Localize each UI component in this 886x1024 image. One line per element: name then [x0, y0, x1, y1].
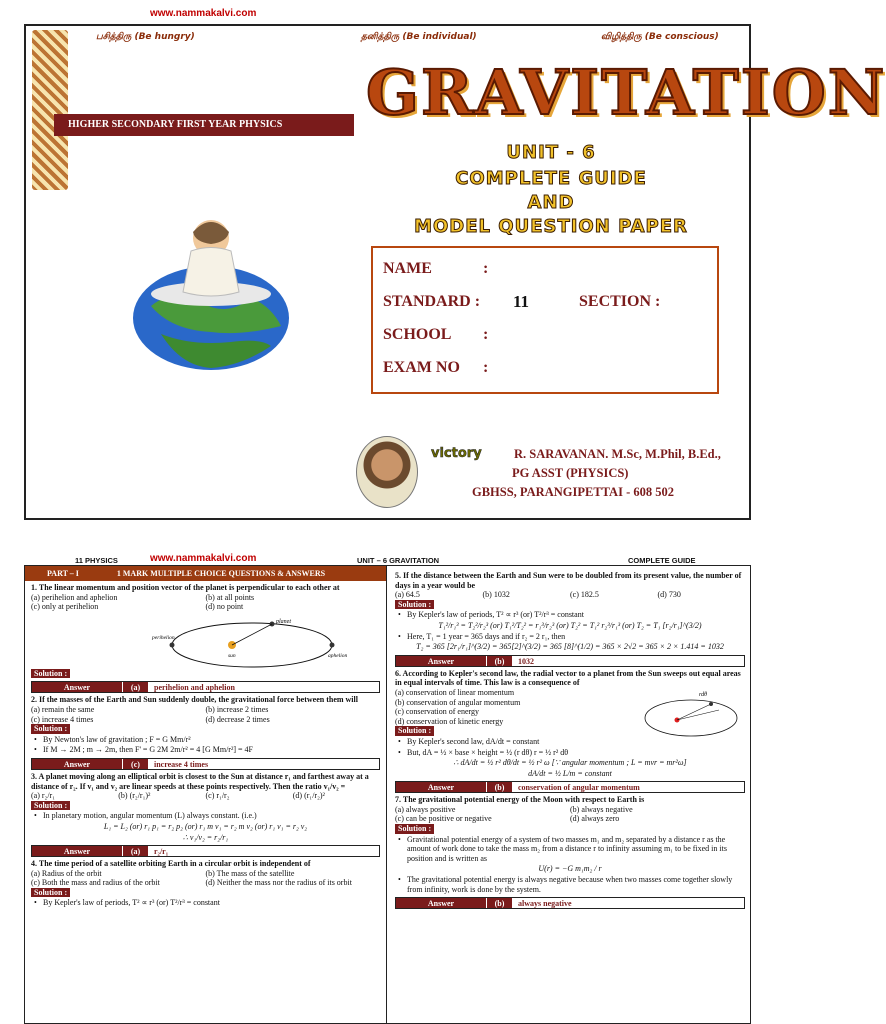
solution-label: Solution : — [31, 669, 70, 679]
author-photo — [356, 436, 418, 508]
guide-page — [24, 565, 751, 1024]
q7-options — [395, 805, 745, 824]
answer-row-q1 — [31, 681, 380, 693]
site-url[interactable]: www.nammakalvi.com — [150, 8, 257, 19]
school-label: SCHOOL — [383, 326, 452, 343]
option: (b) always negative — [570, 804, 633, 814]
answer-text: always negative — [518, 899, 572, 909]
question-4: 4. The time period of a satellite orbiting Earth in a circular orbit is independent of — [31, 859, 311, 869]
q1-options — [31, 593, 380, 612]
option: (d) always zero — [570, 814, 620, 824]
option: (c) conservation of energy — [395, 707, 480, 717]
question-2: 2. If the masses of the Earth and Sun suddenly double, the gravitational force between them will — [31, 695, 358, 705]
option: (d) no point — [205, 602, 244, 612]
answer-row-q7 — [395, 897, 745, 909]
subject-text: HIGHER SECONDARY FIRST YEAR PHYSICS — [68, 119, 283, 130]
option: (b) increase 2 times — [205, 704, 269, 714]
answer-row-q3 — [31, 845, 380, 857]
solution-step: • By Kepler's second law, dA/dt = constant — [395, 737, 745, 747]
motto-individual: தனித்திரு (Be individual) — [361, 32, 477, 42]
question-3: 3. A planet moving along an elliptical orbit is closest to the Sun at distance r₁ and farthest away at a distance of r₂. If v₁ and v₂ are linear speeds at these points respectively. Then the ratio v₁/v₂ = — [31, 771, 369, 791]
question-7: 7. The gravitational potential energy of the Moon with respect to Earth is — [395, 795, 645, 805]
part-banner — [25, 566, 386, 581]
standard-row[interactable] — [383, 287, 707, 320]
option: (a) perihelion and aphelion — [31, 592, 118, 602]
student-details-form — [371, 246, 719, 394]
motto-conscious: விழித்திரு (Be conscious) — [601, 32, 719, 42]
solution-math: dA/dt = ½ L/m = constant — [528, 768, 612, 778]
solution-label: Solution : — [395, 824, 434, 834]
answer-text: perihelion and aphelion — [154, 683, 235, 693]
header-guide: COMPLETE GUIDE — [628, 556, 696, 565]
solution-label: Solution : — [31, 724, 70, 734]
answer-label: Answer — [32, 682, 122, 692]
solution-step: • But, dA = ½ × base × height = ½ (r dθ) r = ½ r² dθ — [395, 748, 745, 758]
solution-label: Solution : — [395, 600, 434, 610]
standard-value: 11 — [513, 292, 530, 311]
answer-row-q5 — [395, 655, 745, 667]
option: (b) at all points — [205, 592, 255, 602]
solution-step: • By Kepler's law of periods, T² ∝ r³ (or) T²/r³ = constant — [395, 610, 745, 620]
option: (a) 64.5 — [395, 590, 420, 600]
globe-illustration — [121, 206, 301, 376]
answer-label: Answer — [32, 759, 122, 769]
solution-step: • By Newton's law of gravitation ; F = G Mm/r² — [31, 735, 380, 745]
solution-label: Solution : — [31, 801, 70, 811]
option: (c) increase 4 times — [31, 714, 94, 724]
solution-label: Solution : — [395, 726, 434, 736]
aphelion-label: aphelion — [328, 652, 348, 659]
name-row[interactable] — [383, 254, 707, 287]
cover-page — [24, 24, 886, 520]
answer-letter: (a) — [122, 682, 148, 692]
option: (c) Both the mass and radius of the orbit — [31, 878, 160, 888]
option: (b) conservation of angular momentum — [395, 697, 521, 707]
question-1: 1. The linear momentum and position vector of the planet is perpendicular to each other at — [31, 583, 340, 592]
option: (d) (r₁/r₂)² — [292, 791, 325, 801]
q3-options — [31, 791, 380, 801]
author-role: PG ASST (PHYSICS) — [512, 466, 629, 480]
school-colon: : — [483, 326, 489, 343]
answer-text: conservation of angular momentum — [518, 783, 640, 793]
author-name: R. SARAVANAN. M.Sc, M.Phil, B.Ed., — [514, 447, 721, 461]
option: (a) always positive — [395, 804, 456, 814]
name-label: NAME — [383, 260, 432, 277]
q5-options — [395, 590, 745, 600]
solution-label: Solution : — [31, 888, 70, 898]
answer-letter: (a) — [122, 846, 148, 856]
victory-logo: victory — [431, 446, 482, 461]
name-colon: : — [483, 260, 489, 277]
rdtheta-label: rdθ — [699, 691, 708, 698]
section-label: SECTION : — [579, 293, 661, 310]
answer-text: 1032 — [518, 656, 534, 666]
solution-math: T₂ = 365 [2r₁/r₁]^(3/2) = 365[2]^(3/2) = 365 [8]^(1/2) = 365 × 2√2 = 365 × 2 × 1.414 = 1032 — [416, 642, 724, 652]
header-class: 11 PHYSICS — [75, 556, 118, 565]
orbit-diagram — [152, 615, 352, 673]
question-6: 6. According to Kepler's second law, the radial vector to a planet from the Sun sweeps out equal areas in equal intervals of time. This law is a consequence of — [395, 668, 741, 688]
answer-text: increase 4 times — [154, 759, 209, 769]
answer-label: Answer — [32, 846, 122, 856]
option: (b) The mass of the satellite — [205, 868, 295, 878]
solution-step: • If M → 2M ; m → 2m, then F' = G 2M 2m/r² = 4 [G Mm/r²] = 4F — [31, 745, 380, 755]
site-url-2[interactable]: www.nammakalvi.com — [150, 553, 257, 564]
solution-math: ∴ v₁/v₂ = r₂/r₁ — [182, 832, 229, 842]
answer-letter: (c) — [122, 759, 148, 769]
part-title: 1 MARK MULTIPLE CHOICE QUESTIONS & ANSWERS — [116, 569, 326, 578]
option: (c) only at perihelion — [31, 602, 99, 612]
answer-label: Answer — [396, 656, 486, 666]
author-school: GBHSS, PARANGIPETTAI - 608 502 — [472, 485, 674, 499]
solution-step: • Gravitational potential energy of a system of two masses m₁ and m₂ separated by a distance r as the amount of work done to take the mass m₂ from a distance r to infinity assuming m₁ to be fixed in its position and is written as — [395, 835, 745, 864]
kepler-area-diagram — [641, 688, 741, 740]
option: (d) Neither the mass nor the radius of its orbit — [205, 878, 352, 888]
guide-heading: COMPLETE GUIDE — [455, 168, 647, 189]
exam-label: EXAM NO — [383, 359, 460, 376]
unit-heading: UNIT - 6 — [506, 142, 596, 163]
option: (b) (r₂/r₁)² — [118, 791, 151, 801]
solution-math: U(r) = −G m₁m₂ / r — [538, 864, 602, 874]
solution-math: ∴ dA/dt = ½ r² dθ/dt = ½ r² ω [∵ angular momentum ; L = mvr = mr²ω] — [453, 758, 687, 768]
solution-step: • By Kepler's law of periods, T² ∝ r³ (or) T²/r³ = constant — [31, 898, 380, 908]
solution-math: T₁²/r₁³ = T₂²/r₂³ (or) T₁²/T₂² = r₁³/r₂³ (or) T₂² = T₁² r₂³/r₁³ (or) T₂ = T₁ [r₂/r₁]^(3/2) — [438, 620, 702, 630]
answer-letter: (b) — [486, 656, 512, 666]
option: (c) can be positive or negative — [395, 814, 492, 824]
school-row[interactable] — [383, 320, 707, 353]
decorative-border — [32, 30, 68, 190]
answer-letter: (b) — [486, 782, 512, 792]
exam-row[interactable] — [383, 353, 707, 386]
answer-letter: (b) — [486, 898, 512, 908]
standard-label: STANDARD : — [383, 293, 481, 310]
answer-label: Answer — [396, 782, 486, 792]
option: (a) Radius of the orbit — [31, 868, 102, 878]
answer-text: r₂/r₁ — [154, 847, 169, 857]
exam-colon: : — [483, 359, 489, 376]
option: (b) 1032 — [482, 590, 510, 600]
page-title: GRAVITATION — [366, 56, 886, 129]
motto-hungry: பசித்திரு (Be hungry) — [96, 32, 195, 42]
solution-step: • The gravitational potential energy is always negative because when two masses come together slowly from infinity, work is done by the system. — [395, 875, 745, 894]
right-column — [389, 566, 751, 1023]
q2-options — [31, 705, 380, 724]
part-label: PART – I — [47, 569, 79, 578]
option: (a) remain the same — [31, 704, 95, 714]
option: (c) r₁/r₂ — [205, 791, 230, 801]
answer-row-q6 — [395, 781, 745, 793]
solution-step: • Here, T₁ = 1 year = 365 days and if r₂ = 2 r₁, then — [395, 632, 745, 642]
perihelion-label: perihelion — [152, 634, 175, 641]
solution-step: • In planetary motion, angular momentum (L) always constant. (i.e.) — [31, 811, 380, 821]
solution-math: L₁ = L₂ (or) r₁ p₁ = r₂ p₂ (or) r₁ m v₁ = r₂ m v₂ (or) r₁ v₁ = r₂ v₂ — [103, 821, 308, 831]
answer-row-q2 — [31, 758, 380, 770]
left-column — [25, 566, 387, 1023]
option: (d) conservation of kinetic energy — [395, 716, 504, 726]
and-heading: AND — [527, 192, 575, 213]
model-paper-heading: MODEL QUESTION PAPER — [414, 216, 688, 237]
option: (d) decrease 2 times — [205, 714, 270, 724]
question-5: 5. If the distance between the Earth and Sun were to be doubled from its present value, the number of days in a year would be — [395, 571, 742, 590]
option: (a) conservation of linear momentum — [395, 687, 515, 697]
q4-options — [31, 869, 380, 888]
option: (d) 730 — [657, 590, 681, 600]
subject-banner — [54, 114, 354, 136]
planet-label: planet — [276, 618, 292, 625]
option: (c) 182.5 — [570, 590, 599, 600]
answer-label: Answer — [396, 898, 486, 908]
sun-label: sun — [228, 652, 236, 659]
option: (a) r₂/r₁ — [31, 791, 56, 801]
header-unit: UNIT – 6 GRAVITATION — [357, 556, 440, 565]
